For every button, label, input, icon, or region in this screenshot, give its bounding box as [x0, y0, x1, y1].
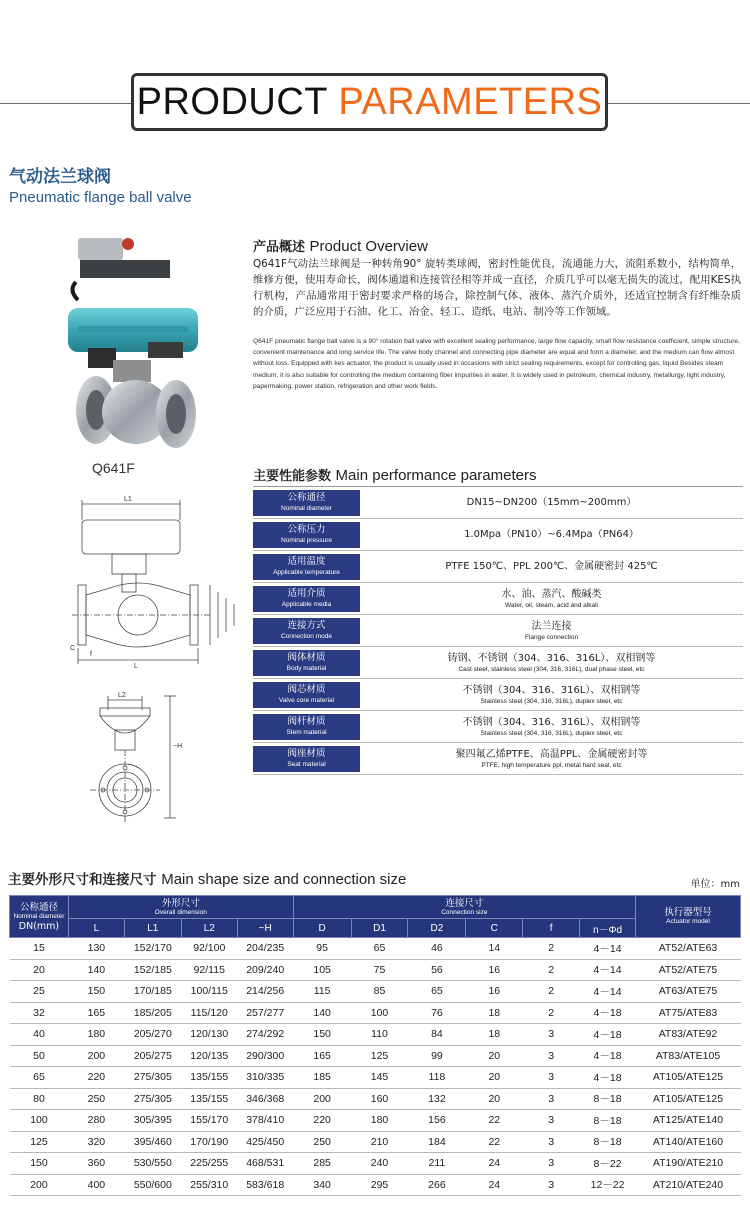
table-cell: 8－18	[580, 1088, 636, 1110]
col-header-dn	[10, 896, 69, 938]
perf-label-en: Nominal pressure	[281, 537, 332, 544]
table-cell: 340	[293, 1174, 351, 1196]
performance-title-en: Main performance parameters	[335, 467, 537, 484]
table-cell: 50	[10, 1045, 69, 1067]
perf-label-en: Applicable temperature	[273, 569, 340, 576]
table-cell: 65	[10, 1067, 69, 1089]
perf-label-cn: 适用温度	[287, 556, 326, 567]
table-cell: 346/368	[237, 1088, 293, 1110]
table-cell: 25	[10, 981, 69, 1003]
table-cell: 22	[466, 1110, 523, 1132]
table-cell: 170/185	[124, 981, 181, 1003]
table-cell: 275/305	[124, 1067, 181, 1089]
perf-value-cn: DN15~DN200（15mm~200mm）	[466, 497, 637, 508]
table-cell: 4－18	[580, 1067, 636, 1089]
dim-label-c: C	[70, 645, 76, 652]
perf-value-cn: PTFE 150℃、PPL 200℃、金属硬密封 425℃	[445, 561, 658, 572]
table-cell: 3	[523, 1067, 580, 1089]
table-cell: 180	[351, 1110, 408, 1132]
perf-label-cn: 阀杆材质	[287, 716, 326, 727]
table-cell: 185	[293, 1067, 351, 1089]
unit-label: 单位：mm	[690, 879, 740, 890]
table-cell: 125	[351, 1045, 408, 1067]
perf-label-en: Connection mode	[281, 633, 332, 640]
conn-en: Connection size	[441, 908, 488, 916]
table-cell: 400	[68, 1174, 124, 1196]
table-cell: AT52/ATE75	[635, 959, 740, 981]
table-cell: 468/531	[237, 1153, 293, 1175]
table-cell: 120/130	[181, 1024, 237, 1046]
perf-value	[360, 551, 743, 583]
table-cell: 3	[523, 1088, 580, 1110]
table-cell: 185/205	[124, 1002, 181, 1024]
table-cell: AT105/ATE125	[635, 1088, 740, 1110]
table-cell: 130	[68, 938, 124, 960]
table-cell: 220	[293, 1110, 351, 1132]
col-header-3: ~H	[237, 919, 293, 938]
table-cell: 80	[10, 1088, 69, 1110]
perf-value-en: PTFE, high temperature ppl, metal hard seal, etc	[481, 762, 622, 769]
dim-label-l1: L1	[124, 496, 132, 503]
perf-label-cn: 阀体材质	[287, 652, 326, 663]
table-cell: 257/277	[237, 1002, 293, 1024]
table-cell: 150	[10, 1153, 69, 1175]
table-cell: 255/310	[181, 1174, 237, 1196]
table-cell: 85	[351, 981, 408, 1003]
perf-row-nominal-diameter	[253, 487, 743, 519]
table-cell: 2	[523, 981, 580, 1003]
table-cell: AT125/ATE140	[635, 1110, 740, 1132]
perf-label-cn: 阀芯材质	[287, 684, 326, 695]
col-header-5: D1	[351, 919, 408, 938]
table-cell: 550/600	[124, 1174, 181, 1196]
table-row	[10, 1067, 741, 1089]
table-cell: 305/395	[124, 1110, 181, 1132]
perf-row-body-material	[253, 647, 743, 679]
perf-label	[253, 746, 360, 772]
performance-table	[253, 486, 743, 775]
table-cell: 240	[351, 1153, 408, 1175]
perf-label-en: Nominal diameter	[281, 505, 332, 512]
table-cell: AT75/ATE83	[635, 1002, 740, 1024]
table-cell: 24	[466, 1153, 523, 1175]
table-cell: 3	[523, 1024, 580, 1046]
act-en: Actuator model	[666, 918, 710, 925]
dimensions-title	[8, 868, 406, 888]
perf-value	[360, 679, 743, 711]
overview-title	[253, 236, 428, 255]
table-cell: 3	[523, 1110, 580, 1132]
table-cell: 205/275	[124, 1045, 181, 1067]
table-cell: 200	[68, 1045, 124, 1067]
perf-value-cn: 铸钢、不锈钢（304、316、316L）、双相钢等	[447, 653, 656, 664]
table-cell: 280	[68, 1110, 124, 1132]
perf-label-en: Applicable media	[281, 601, 332, 608]
perf-label-en: Valve core material	[278, 697, 335, 704]
table-cell: AT105/ATE125	[635, 1067, 740, 1089]
dim-label-l2: L2	[118, 692, 126, 699]
perf-value	[360, 519, 743, 551]
table-cell: AT210/ATE240	[635, 1174, 740, 1196]
perf-label-cn: 公称压力	[287, 524, 326, 535]
col-header-0: L	[68, 919, 124, 938]
table-cell: 20	[466, 1045, 523, 1067]
table-cell: 4－14	[580, 981, 636, 1003]
table-cell: 320	[68, 1131, 124, 1153]
dim-label-f: f	[90, 651, 92, 658]
table-cell: 184	[408, 1131, 466, 1153]
table-cell: 14	[466, 938, 523, 960]
overview-title-en: Product Overview	[309, 238, 428, 255]
perf-label-en: Body material	[286, 665, 327, 672]
col-header-4: D	[293, 919, 351, 938]
dn-unit: DN(mm)	[18, 920, 60, 932]
col-header-connection	[293, 896, 635, 919]
table-cell: 4－18	[580, 1024, 636, 1046]
dim-label-l: L	[134, 663, 138, 670]
table-cell: 285	[293, 1153, 351, 1175]
table-cell: 583/618	[237, 1174, 293, 1196]
table-row	[10, 938, 741, 960]
perf-value-en: Stainless steel (304, 316, 316L), duplex steel, etc	[480, 698, 623, 705]
table-cell: 200	[293, 1088, 351, 1110]
conn-cn: 连接尺寸	[445, 897, 484, 909]
table-cell: 530/550	[124, 1153, 181, 1175]
performance-title-cn: 主要性能参数	[253, 469, 332, 484]
perf-value-en: Flange connection	[524, 634, 579, 641]
perf-label	[253, 650, 360, 676]
table-cell: 135/155	[181, 1067, 237, 1089]
overview-text-en: Q641F pneumatic flange ball valve is a 90° rotation ball valve with excellent sealing performance, large flow capacity, small flow resistance coefficient, simple structure, convenient maintenance and long service life. The valve body channel and connecting pipe diameter are equal and form a diameter, and the medium can flow almost without loss. Equipped with kes actuator, the product is usually used in occasions with strict sealing requirements, except for controlling gas, liquid Besides steam medium, it is also suitable for controlling the medium containing fiber impurities in water. It is widely used in petroleum, chemical industry, metallurgy, light industry, papermaking, power station, refrigeration and other work fields.	[253, 338, 740, 390]
table-cell: 84	[408, 1024, 466, 1046]
table-cell: 4－18	[580, 1002, 636, 1024]
table-cell: 92/115	[181, 959, 237, 981]
table-cell: 46	[408, 938, 466, 960]
table-cell: 209/240	[237, 959, 293, 981]
perf-value-cn: 聚四氟乙烯PTFE、高温PPL、金属硬密封等	[455, 749, 648, 760]
table-cell: 12－22	[580, 1174, 636, 1196]
table-cell: 95	[293, 938, 351, 960]
table-cell: 220	[68, 1067, 124, 1089]
table-cell: 115	[293, 981, 351, 1003]
dimensions-table	[9, 895, 741, 1196]
overview-title-cn: 产品概述	[253, 240, 306, 255]
table-cell: 20	[10, 959, 69, 981]
col-header-6: D2	[408, 919, 466, 938]
section-banner	[131, 73, 608, 131]
banner-word-product: PRODUCT	[136, 81, 328, 123]
overall-cn: 外形尺寸	[161, 897, 200, 909]
perf-label-cn: 连接方式	[287, 620, 326, 631]
table-cell: 225/255	[181, 1153, 237, 1175]
table-cell: 76	[408, 1002, 466, 1024]
table-cell: 135/155	[181, 1088, 237, 1110]
perf-label-en: Seat material	[287, 761, 326, 768]
table-cell: AT83/ATE105	[635, 1045, 740, 1067]
table-cell: 211	[408, 1153, 466, 1175]
perf-label-cn: 阀座材质	[287, 748, 326, 759]
table-cell: 16	[466, 959, 523, 981]
dim-label-h: ~H	[173, 743, 183, 750]
table-cell: 274/292	[237, 1024, 293, 1046]
perf-row-seat-material	[253, 743, 743, 775]
table-cell: 310/335	[237, 1067, 293, 1089]
col-header-8: f	[523, 919, 580, 938]
table-cell: 2	[523, 938, 580, 960]
table-cell: 210	[351, 1131, 408, 1153]
table-cell: 150	[68, 981, 124, 1003]
performance-title	[253, 465, 536, 484]
table-row	[10, 959, 741, 981]
table-cell: 65	[408, 981, 466, 1003]
table-cell: 156	[408, 1110, 466, 1132]
table-cell: 360	[68, 1153, 124, 1175]
valve-photo	[58, 230, 208, 455]
table-cell: 155/170	[181, 1110, 237, 1132]
table-cell: 152/185	[124, 959, 181, 981]
top-view-drawing	[60, 690, 245, 830]
perf-label-en: Stem material	[286, 729, 327, 736]
perf-value-cn: 法兰连接	[531, 621, 572, 632]
table-cell: 250	[68, 1088, 124, 1110]
table-cell: 140	[293, 1002, 351, 1024]
table-cell: 8－18	[580, 1110, 636, 1132]
table-cell: AT140/ATE160	[635, 1131, 740, 1153]
table-cell: 32	[10, 1002, 69, 1024]
table-cell: 140	[68, 959, 124, 981]
table-row	[10, 1131, 741, 1153]
perf-value	[360, 743, 743, 775]
table-cell: 20	[466, 1067, 523, 1089]
table-cell: 170/190	[181, 1131, 237, 1153]
perf-label-cn: 适用介质	[287, 588, 326, 599]
table-row	[10, 1024, 741, 1046]
table-cell: 3	[523, 1153, 580, 1175]
banner-word-parameters: PARAMETERS	[338, 81, 603, 123]
table-cell: 425/450	[237, 1131, 293, 1153]
overview-text-cn: Q641F气动法兰球阀是一种转角90° 旋转类球阀，密封性能优良，流通能力大，流阻系数小，结构简单，维修方便，使用寿命长，阀体通道和连接管径相等并成一直径，介质几乎可以毫无损失的流过，配用KES执行机构，产品通常用于密封要求严格的场合，除控制气体、液体、蒸汽介质外，还适宜控制含有纤维杂质的介质，广泛应用于石油、化工、冶金、轻工、造纸、电站、制冷等工作领域。	[253, 258, 741, 318]
table-cell: 115/120	[181, 1002, 237, 1024]
perf-value	[360, 487, 743, 519]
perf-label	[253, 554, 360, 580]
perf-value-cn: 水、油、蒸汽、酸碱类	[501, 589, 602, 600]
perf-value	[360, 583, 743, 615]
table-cell: 250	[293, 1131, 351, 1153]
perf-value-en: Stainless steel (304, 316, 316L), duplex steel, etc	[480, 730, 623, 737]
dn-en: Nominal diameter	[13, 912, 65, 920]
table-cell: 3	[523, 1131, 580, 1153]
table-cell: 16	[466, 981, 523, 1003]
perf-value	[360, 647, 743, 679]
perf-value-cn: 不锈钢（304、316、316L）、双相钢等	[462, 717, 641, 728]
table-cell: 4－14	[580, 959, 636, 981]
table-cell: 100/115	[181, 981, 237, 1003]
perf-row-stem-material	[253, 711, 743, 743]
table-cell: 204/235	[237, 938, 293, 960]
perf-row-media	[253, 583, 743, 615]
col-header-7: C	[466, 919, 523, 938]
table-cell: 2	[523, 959, 580, 981]
table-cell: 150	[293, 1024, 351, 1046]
table-cell: 165	[293, 1045, 351, 1067]
table-row	[10, 1045, 741, 1067]
perf-value	[360, 711, 743, 743]
header-rule-left	[0, 103, 131, 104]
table-cell: 56	[408, 959, 466, 981]
table-cell: 15	[10, 938, 69, 960]
table-cell: 110	[351, 1024, 408, 1046]
table-cell: 2	[523, 1002, 580, 1024]
table-cell: 266	[408, 1174, 466, 1196]
table-cell: 8－22	[580, 1153, 636, 1175]
perf-label-cn: 公称通径	[287, 492, 326, 503]
table-cell: 3	[523, 1174, 580, 1196]
perf-value-cn: 1.0Mpa（PN10）~6.4Mpa（PN64）	[464, 529, 639, 540]
product-model-label: Q641F	[92, 460, 135, 476]
table-cell: 4－14	[580, 938, 636, 960]
table-cell: 65	[351, 938, 408, 960]
table-cell: 24	[466, 1174, 523, 1196]
table-cell: 205/270	[124, 1024, 181, 1046]
table-cell: 18	[466, 1024, 523, 1046]
table-cell: 4－18	[580, 1045, 636, 1067]
perf-label	[253, 714, 360, 740]
perf-label	[253, 682, 360, 708]
table-row	[10, 981, 741, 1003]
table-cell: 99	[408, 1045, 466, 1067]
table-cell: 275/305	[124, 1088, 181, 1110]
table-cell: 132	[408, 1088, 466, 1110]
table-cell: 18	[466, 1002, 523, 1024]
table-cell: 100	[10, 1110, 69, 1132]
table-cell: 125	[10, 1131, 69, 1153]
dimensions-title-cn: 主要外形尺寸和连接尺寸	[8, 872, 157, 888]
table-row	[10, 1002, 741, 1024]
perf-row-connection	[253, 615, 743, 647]
table-cell: 20	[466, 1088, 523, 1110]
overall-en: Overall dimension	[154, 908, 207, 916]
table-cell: 3	[523, 1045, 580, 1067]
table-row	[10, 1088, 741, 1110]
table-cell: 160	[351, 1088, 408, 1110]
table-cell: 8－18	[580, 1131, 636, 1153]
col-header-2: L2	[181, 919, 237, 938]
table-cell: 145	[351, 1067, 408, 1089]
table-cell: 378/410	[237, 1110, 293, 1132]
table-cell: 165	[68, 1002, 124, 1024]
table-cell: AT52/ATE63	[635, 938, 740, 960]
table-cell: 152/170	[124, 938, 181, 960]
table-cell: 75	[351, 959, 408, 981]
front-view-drawing	[60, 490, 245, 670]
table-cell: 40	[10, 1024, 69, 1046]
perf-value	[360, 615, 743, 647]
col-header-overall	[68, 896, 293, 919]
perf-value-cn: 不锈钢（304、316、316L）、双相钢等	[462, 685, 641, 696]
table-cell: 180	[68, 1024, 124, 1046]
table-row	[10, 1153, 741, 1175]
table-cell: AT63/ATE75	[635, 981, 740, 1003]
table-row	[10, 1174, 741, 1196]
table-cell: 92/100	[181, 938, 237, 960]
header-rule-right	[608, 103, 750, 104]
table-cell: 22	[466, 1131, 523, 1153]
perf-label	[253, 490, 360, 516]
dimensions-title-en: Main shape size and connection size	[161, 871, 407, 888]
table-cell: AT190/ATE210	[635, 1153, 740, 1175]
table-cell: 295	[351, 1174, 408, 1196]
product-name-en: Pneumatic flange ball valve	[9, 189, 192, 206]
perf-row-temperature	[253, 551, 743, 583]
dn-cn: 公称通径	[19, 901, 58, 913]
product-name-cn: 气动法兰球阀	[9, 167, 111, 187]
table-cell: 200	[10, 1174, 69, 1196]
perf-value-en: Cast steel, stainless steel (304, 316, 316L), dual phase steel, etc	[458, 666, 645, 673]
table-cell: 395/460	[124, 1131, 181, 1153]
perf-label	[253, 522, 360, 548]
perf-row-core-material	[253, 679, 743, 711]
table-cell: 100	[351, 1002, 408, 1024]
perf-value-en: Water, oil, steam, acid and alkali	[505, 602, 598, 609]
table-cell: 105	[293, 959, 351, 981]
col-header-actuator	[635, 896, 740, 938]
perf-label	[253, 586, 360, 612]
table-cell: AT83/ATE92	[635, 1024, 740, 1046]
table-cell: 120/135	[181, 1045, 237, 1067]
perf-row-nominal-pressure	[253, 519, 743, 551]
table-cell: 214/256	[237, 981, 293, 1003]
table-cell: 118	[408, 1067, 466, 1089]
table-cell: 290/300	[237, 1045, 293, 1067]
col-header-1: L1	[124, 919, 181, 938]
act-cn: 执行器型号	[664, 907, 712, 918]
table-row	[10, 1110, 741, 1132]
col-header-9: n－Φd	[580, 919, 636, 938]
perf-label	[253, 618, 360, 644]
